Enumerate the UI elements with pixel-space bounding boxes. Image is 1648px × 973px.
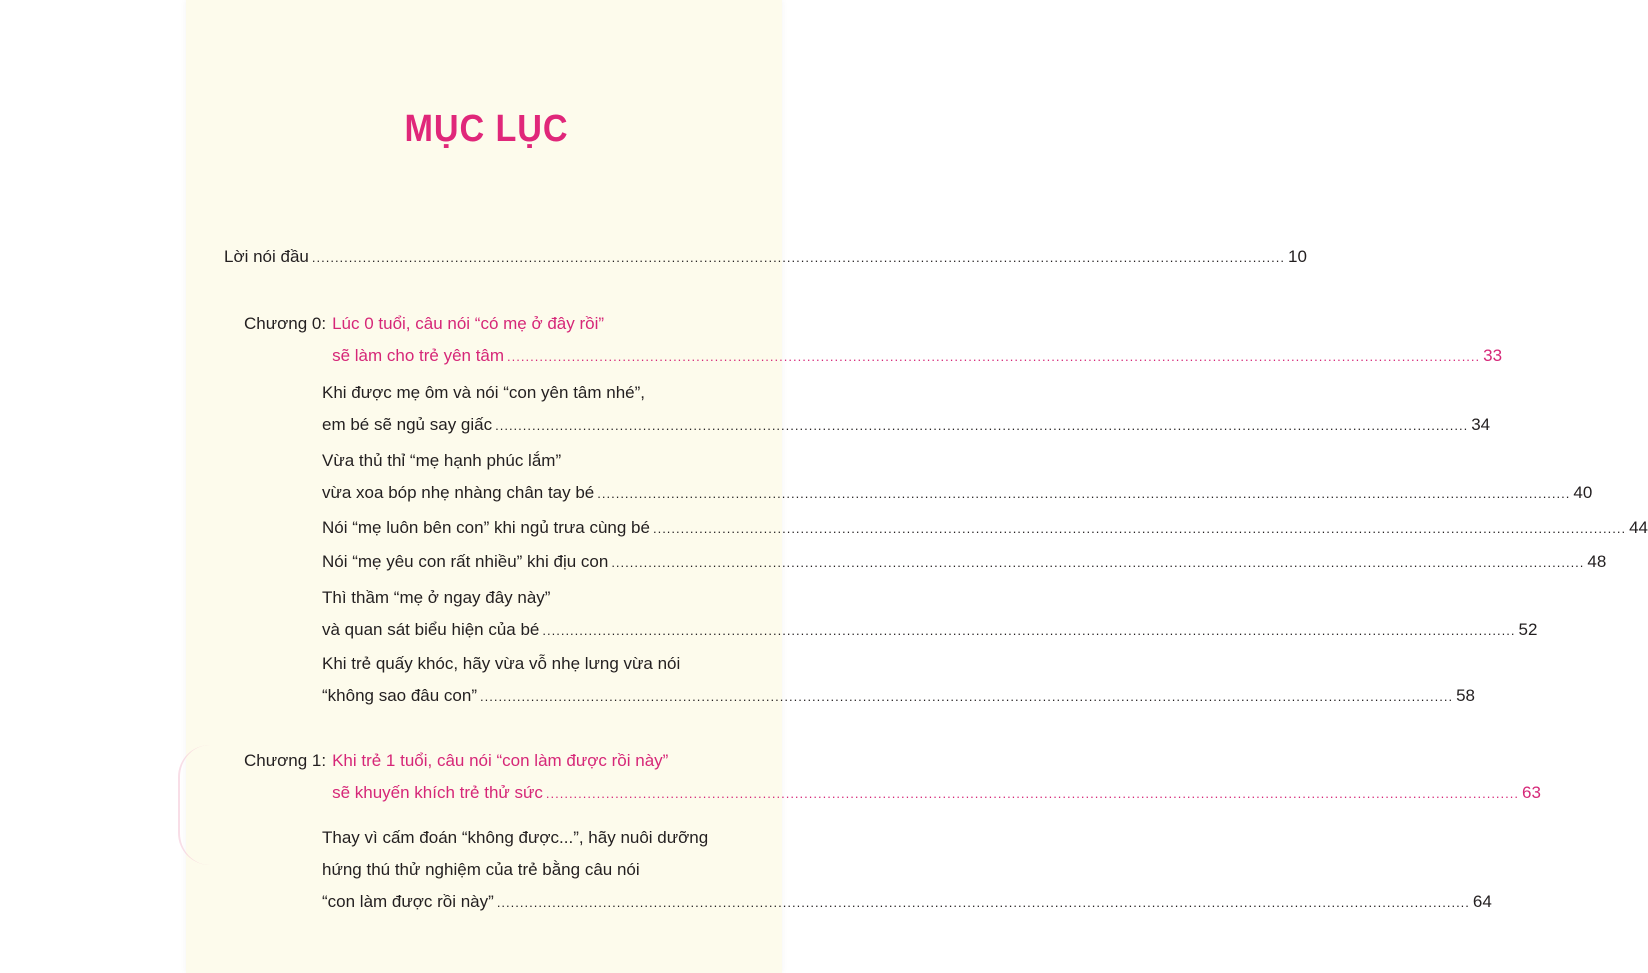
page-number: 52 [1518, 620, 1538, 639]
toc-title: MỤC LỤC [404, 108, 569, 150]
dot-leader [497, 887, 1470, 919]
section-text: Nói “mẹ yêu con rất nhiều” khi địu con [322, 552, 609, 571]
toc-section[interactable] [322, 822, 1492, 918]
section-text: Thay vì cấm đoán “không được...”, hãy nuôi dưỡng [322, 828, 709, 847]
dot-leader [312, 242, 1285, 274]
page-number: 58 [1456, 686, 1476, 705]
chapter-title-line: Lúc 0 tuổi, câu nói “có mẹ ở đây rồi” [332, 314, 605, 333]
section-text: hứng thú thử nghiệm của trẻ bằng câu nói [322, 860, 640, 879]
section-text: Khi trẻ quấy khóc, hãy vừa vỗ nhẹ lưng vừa nói [322, 654, 681, 673]
section-text: Nói “mẹ luôn bên con” khi ngủ trưa cùng bé [322, 518, 650, 537]
chapter-title-line: sẽ làm cho trẻ yên tâm [332, 346, 505, 365]
chapter-title-line: Khi trẻ 1 tuổi, câu nói “con làm được rồi này” [332, 751, 669, 770]
toc-section[interactable] [322, 377, 1491, 441]
section-text: và quan sát biểu hiện của bé [322, 620, 540, 639]
chapter-label: Chương 1: [244, 751, 327, 770]
section-text: em bé sẽ ngủ say giấc [322, 415, 493, 434]
page-number: 44 [1629, 518, 1648, 537]
toc-section[interactable] [322, 546, 1607, 578]
toc-section[interactable] [322, 648, 1476, 712]
dot-leader [546, 778, 1519, 810]
page-number: 10 [1287, 247, 1307, 266]
decorative-flourish [178, 745, 210, 865]
dot-leader [597, 478, 1570, 510]
section-text: vừa xoa bóp nhẹ nhàng chân tay bé [322, 483, 595, 502]
dot-leader [507, 341, 1480, 373]
section-text: Thì thầm “mẹ ở ngay đây này” [322, 588, 551, 607]
page-number: 33 [1483, 346, 1503, 365]
section-text: “con làm được rồi này” [322, 892, 494, 911]
dot-leader [480, 681, 1453, 713]
dot-leader [653, 513, 1626, 545]
page-number: 64 [1472, 892, 1492, 911]
chapter-label: Chương 0: [244, 314, 327, 333]
section-text: Khi được mẹ ôm và nói “con yên tâm nhé”, [322, 383, 645, 402]
dot-leader [611, 547, 1584, 579]
toc-chapter-0[interactable] [244, 308, 1503, 372]
page-number: 40 [1573, 483, 1593, 502]
dot-leader [542, 615, 1515, 647]
toc-entry-preface[interactable] [224, 241, 1307, 273]
page-number: 34 [1471, 415, 1491, 434]
toc-section[interactable] [322, 582, 1538, 646]
chapter-title-line: sẽ khuyến khích trẻ thử sức [332, 783, 543, 802]
toc-chapter-1[interactable] [244, 745, 1541, 809]
toc-section[interactable] [322, 445, 1593, 509]
page-number: 63 [1521, 783, 1541, 802]
section-text: Vừa thủ thỉ “mẹ hạnh phúc lắm” [322, 451, 562, 470]
section-text: “không sao đâu con” [322, 686, 477, 705]
toc-section[interactable] [322, 512, 1648, 544]
dot-leader [495, 410, 1468, 442]
page-number: 48 [1587, 552, 1607, 571]
entry-text: Lời nói đầu [224, 247, 309, 266]
